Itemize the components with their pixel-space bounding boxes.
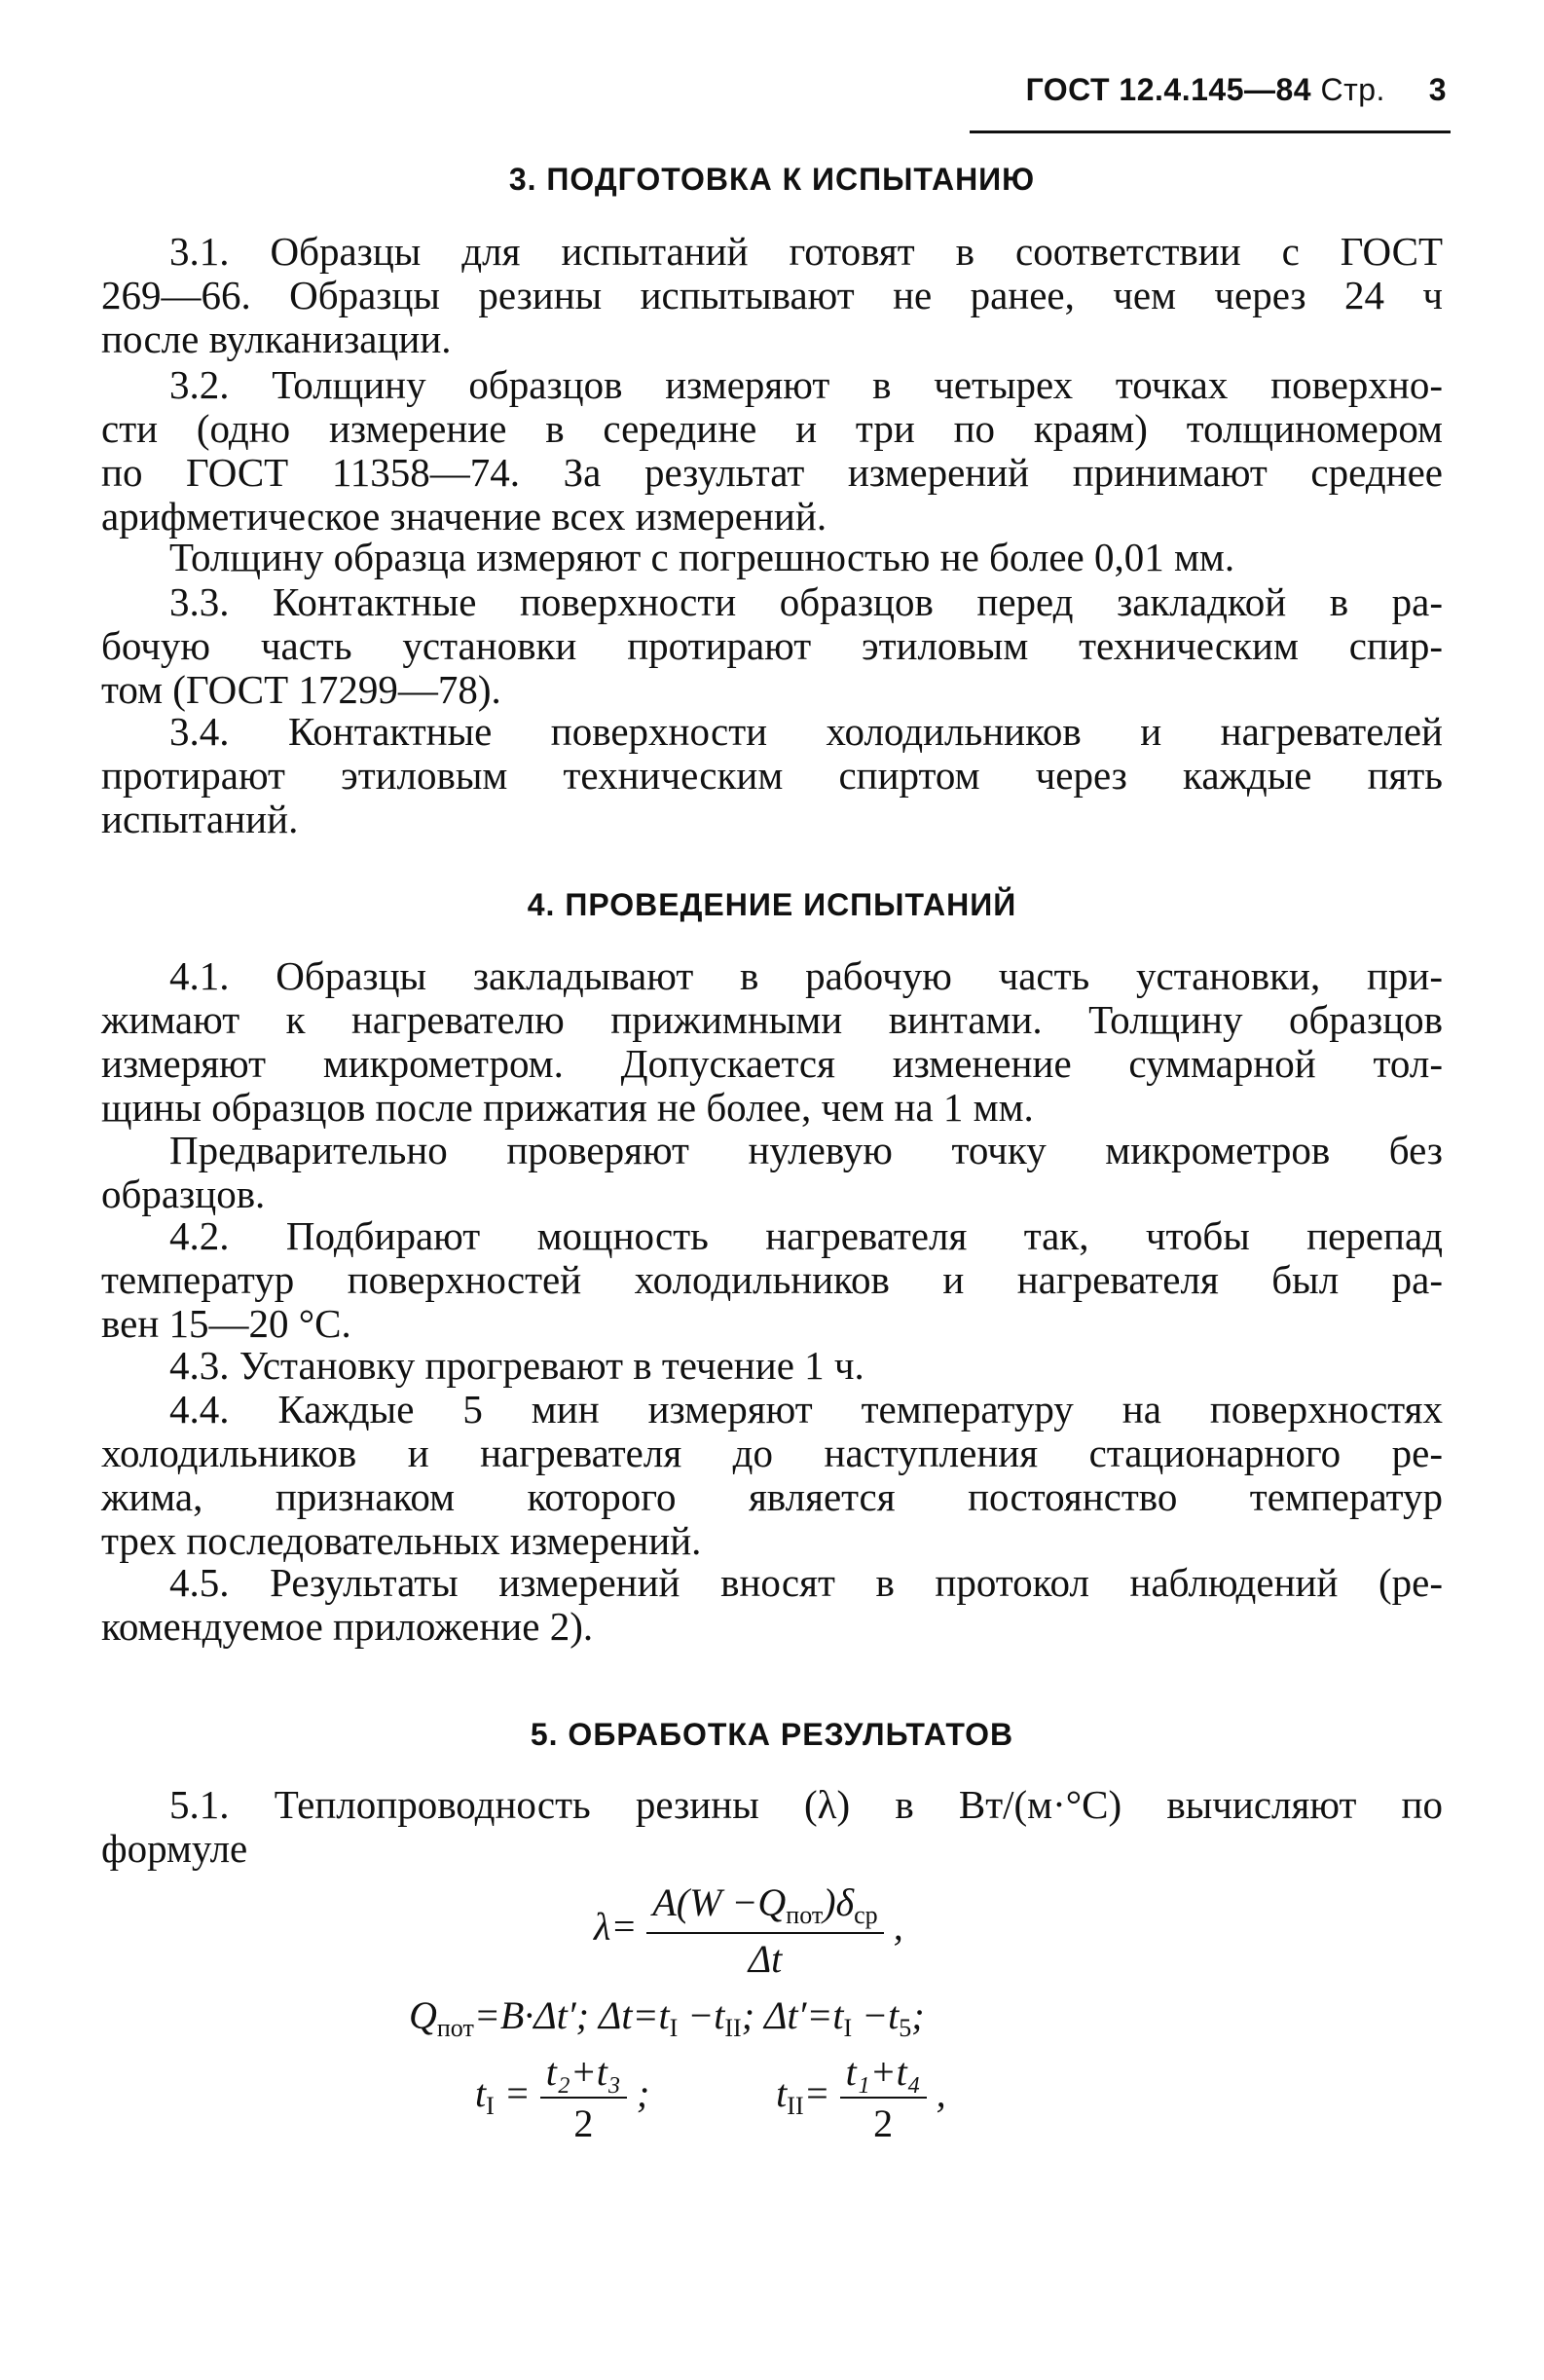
standard-number: ГОСТ 12.4.145—84 [1025,72,1312,107]
formula-part: t [475,2071,487,2116]
text-line: жимают к нагревателю прижимными винтами. Толщину образцов [101,997,1443,1042]
fraction-numerator: t₂+t₃ [540,2049,627,2099]
section-4-title: 4. ПРОВЕДЕНИЕ ИСПЫТАНИЙ [527,887,1017,922]
text-line: образцов. [101,1171,266,1216]
subscript: ср [854,1901,878,1929]
text-line: 4.4. Каждые 5 мин измеряют температуру на поверхностях [169,1387,1443,1432]
text-line: температур поверхностей холодильников и нагревателя был ра- [101,1257,1443,1302]
formula-part: = [494,2071,531,2116]
numerator-part: A(W −Q [652,1880,787,1924]
subscript: пот [436,2014,474,2042]
formula-part: −t [852,1993,900,2037]
formula-heat-loss [409,1992,925,2043]
text-line: измеряют микрометром. Допускается изменение суммарной тол- [101,1041,1443,1086]
formula-part: =B·Δt′; Δt=t [473,1993,670,2037]
paragraph-3-2-note [101,536,1443,579]
formula-temperatures [475,2049,946,2146]
formula-part: ; [911,1993,925,2037]
text-line: 4.5. Результаты измерений вносят в протокол наблюдений (ре- [169,1560,1443,1605]
paragraph-4-5 [101,1561,1443,1649]
text-line: протирают этиловым техническим спиртом через каждые пять [101,753,1443,798]
text-line: 4.3. Установку прогревают в течение 1 ч. [169,1343,864,1388]
text-line: сти (одно измерение в середине и три по краям) толщиномером [101,406,1443,451]
paragraph-3-2 [101,363,1443,539]
formula-part: = [803,2071,830,2116]
text-line: формуле [101,1826,248,1871]
text-line: бочую часть установки протирают этиловым техническим спир- [101,623,1443,668]
formula-part: ; Δt′=t [741,1993,844,2037]
formula-part: t [776,2071,788,2116]
text-line: комендуемое приложение 2). [101,1604,594,1649]
section-5-title: 5. ОБРАБОТКА РЕЗУЛЬТАТОВ [530,1717,1014,1752]
fraction-denominator: 2 [573,2101,594,2145]
subscript: II [724,2014,742,2042]
page-label: Стр. [1320,72,1385,107]
paragraph-3-3 [101,580,1443,712]
subscript: I [669,2014,679,2042]
formula-fraction [840,2049,927,2146]
subscript: II [787,2092,804,2121]
text-line: 3.4. Контактные поверхности холодильников и нагревателей [169,709,1443,754]
formula-conductivity [594,1879,903,1982]
fraction-numerator [646,1879,883,1934]
fraction-denominator: 2 [873,2101,894,2145]
page-number: 3 [1428,72,1447,107]
text-line: испытаний. [101,797,299,841]
text-line: щины образцов после прижатия не более, чем на 1 мм. [101,1085,1034,1130]
text-line: том (ГОСТ 17299—78). [101,667,501,712]
text-line: 3.2. Толщину образцов измеряют в четырех точках поверхно- [169,362,1443,407]
subscript: I [486,2092,495,2121]
formula-part: −t [678,1993,725,2037]
subscript: 5 [899,2014,912,2042]
fraction-numerator: t₁+t₄ [840,2049,927,2099]
subscript: пот [786,1901,824,1929]
page-header [1026,72,1447,108]
paragraph-4-1-note [101,1129,1443,1216]
text-line: вен 15—20 °С. [101,1301,351,1346]
text-line: 5.1. Теплопроводность резины (λ) в Вт/(м·°С) вычисляют по [169,1782,1443,1827]
paragraph-5-1 [101,1783,1443,1871]
text-line: по ГОСТ 11358—74. За результат измерений принимают среднее [101,450,1443,495]
text-line: 4.2. Подбирают мощность нагревателя так, чтобы перепад [169,1213,1443,1258]
text-line: 269—66. Образцы резины испытывают не ранее, чем через 24 ч [101,273,1443,317]
fraction-denominator: Δt [748,1937,783,1981]
header-rule [970,130,1451,133]
text-line: арифметическое значение всех измерений. [101,494,827,539]
formula-tail: , [936,2071,946,2116]
text-line: жима, признаком которого является постоянство температур [101,1474,1443,1519]
formula-lhs: λ= [594,1904,638,1949]
numerator-part: )δ [823,1880,855,1924]
formula-tail: , [893,1904,903,1949]
paragraph-3-1 [101,230,1443,361]
text-line: Предварительно проверяют нулевую точку микрометров без [169,1128,1443,1172]
formula-part: ; [636,2071,650,2116]
paragraph-4-3 [101,1344,1443,1388]
text-line: холодильников и нагревателя до наступления стационарного ре- [101,1431,1443,1475]
text-line: после вулканизации. [101,316,452,361]
formula-fraction [540,2049,627,2146]
text-line: 4.1. Образцы закладывают в рабочую часть установки, при- [169,953,1443,998]
section-3-title: 3. ПОДГОТОВКА К ИСПЫТАНИЮ [508,162,1036,197]
subscript: I [843,2014,853,2042]
paragraph-4-4 [101,1388,1443,1563]
text-line: трех последовательных измерений. [101,1518,702,1563]
formula-fraction [646,1879,883,1982]
formula-part: Q [409,1993,437,2037]
paragraph-4-1 [101,954,1443,1130]
text-line: Толщину образца измеряют с погрешностью не более 0,01 мм. [169,535,1235,579]
text-line: 3.1. Образцы для испытаний готовят в соответствии с ГОСТ [169,229,1443,274]
paragraph-3-4 [101,710,1443,841]
paragraph-4-2 [101,1214,1443,1346]
text-line: 3.3. Контактные поверхности образцов перед закладкой в ра- [169,579,1443,624]
